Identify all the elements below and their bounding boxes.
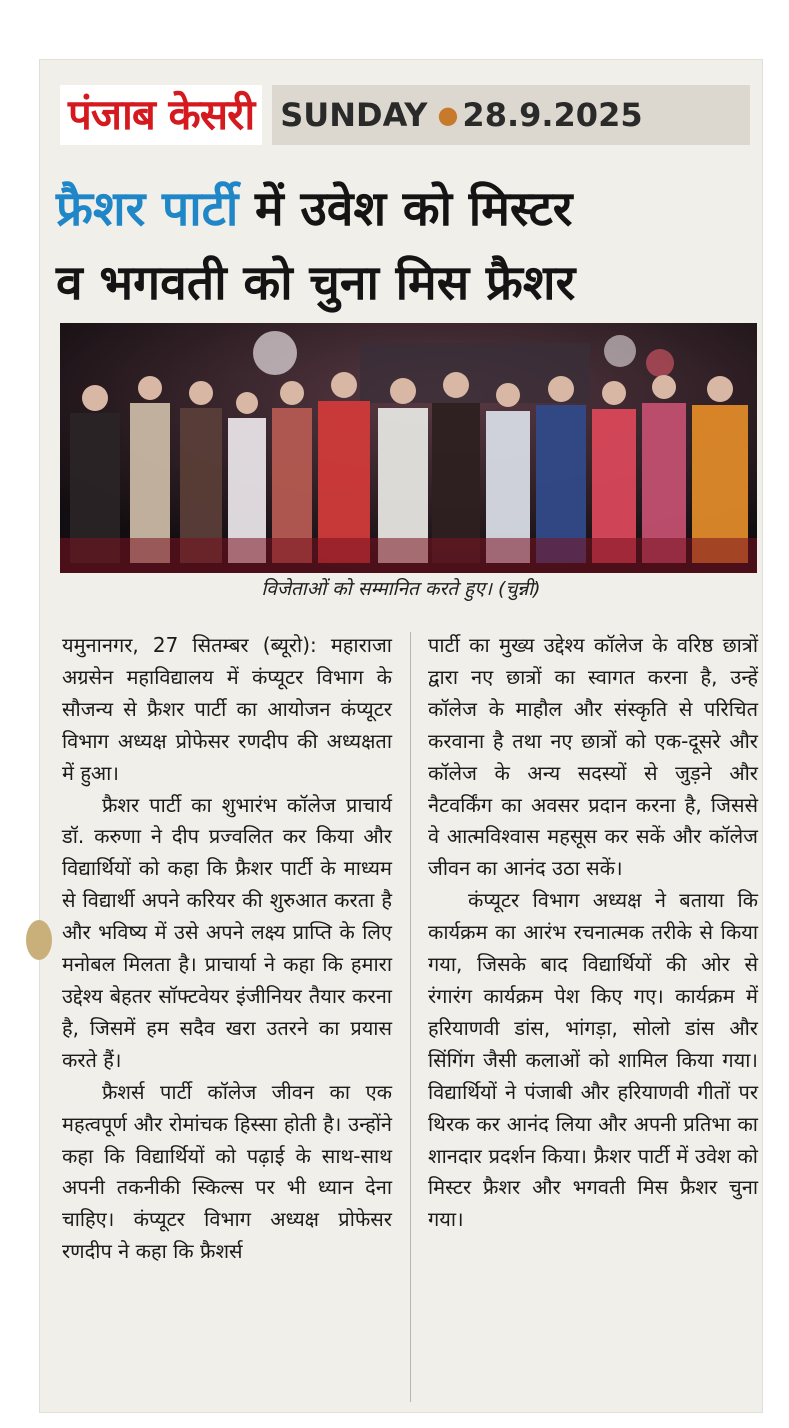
dateline [272, 85, 750, 145]
date-label: 28.9.2025 [462, 96, 643, 134]
headline-line-2: व भगवती को चुना मिस फ्रैशर [56, 255, 576, 311]
masthead [60, 80, 750, 150]
article-right-column [428, 630, 758, 1236]
article-paragraph-2: फ्रैशर पार्टी का शुभारंभ कॉलेज प्राचार्य डॉ. करुणा ने दीप प्रज्वलित कर किया और विद्यार्थियों को कहा कि फ्रैशर पार्टी के माध्यम से विद्यार्थी अपने करियर की शुरुआत करता है और भविष्य में उसे अपने लक्ष्य प्राप्ति के लिए मनोबल मिलता है। प्राचार्या ने कहा कि हमारा उद्देश्य बेहतर सॉफ्टवेयर इंजीनियर तैयार करना है, जिसमें हम सदैव खरा उतरने का प्रयास करते हैं। [62, 792, 392, 1072]
event-photo-illustration [60, 323, 757, 573]
newspaper-logo: पंजाब केसरी [60, 85, 262, 145]
article-paragraph-4: पार्टी का मुख्य उद्देश्य कॉलेज के वरिष्ठ छात्रों द्वारा नए छात्रों का स्वागत करना है, उन्हें कॉलेज के माहौल और संस्कृति से परिचित करवाना है तथा नए छात्रों को एक-दूसरे और कॉलेज के अन्य सदस्यों से जुड़ने और नैटवर्किंग का अवसर प्रदान करना है, जिससे वे आत्मविश्वास महसूस कर सकें और कॉलेज जीवन का आनंद उठा सकें। [428, 633, 758, 881]
newspaper-clipping [40, 60, 762, 1412]
headline-kicker: फ्रैशर पार्टी [56, 181, 239, 237]
photo-caption: विजेताओं को सम्मानित करते हुए। (चुन्नी) [261, 578, 541, 600]
day-label: SUNDAY [280, 96, 428, 134]
page-edge-mark [26, 920, 52, 960]
article-paragraph-1: यमुनानगर, 27 सितम्बर (ब्यूरो): महाराजा अग्रसेन महाविद्यालय में कंप्यूटर विभाग के सौजन्य से फ्रैशर पार्टी का आयोजन कंप्यूटर विभाग अध्यक्ष प्रोफेसर रणदीप की अध्यक्षता में हुआ। [62, 633, 392, 785]
article-paragraph-3: फ्रैशर्स पार्टी कॉलेज जीवन का एक महत्वपूर्ण और रोमांचक हिस्सा होती है। उन्होंने कहा कि विद्यार्थियों को पढ़ाई के साथ-साथ अपनी तकनीकी स्किल्स पर भी ध्यान देना चाहिए। कंप्यूटर विभाग अध्यक्ष प्रोफेसर रणदीप ने कहा कि फ्रैशर्स [62, 1079, 392, 1264]
headline-line-1-rest: में उवेश को मिस्टर [255, 181, 573, 237]
article-left-column [62, 630, 392, 1268]
article-paragraph-5: कंप्यूटर विभाग अध्यक्ष ने बताया कि कार्यक्रम का आरंभ रचनात्मक तरीके से किया गया, जिसके बाद विद्यार्थियों की ओर से रंगारंग कार्यक्रम पेश किए गए। कार्यक्रम में हरियाणवी डांस, भांगड़ा, सोलो डांस और सिंगिंग जैसी कलाओं को शामिल किया गया। विद्यार्थियों ने पंजाबी और हरियाणवी गीतों पर थिरक कर आनंद लिया और अपनी प्रतिभा का शानदार प्रदर्शन किया। फ्रैशर पार्टी में उवेश को मिस्टर फ्रैशर और भगवती मिस फ्रैशर चुना गया। [428, 888, 758, 1232]
headline [56, 172, 756, 320]
column-divider [410, 632, 411, 1402]
bullet-icon: ● [437, 101, 459, 129]
event-photo [60, 323, 757, 573]
headline-line-1 [56, 172, 756, 246]
